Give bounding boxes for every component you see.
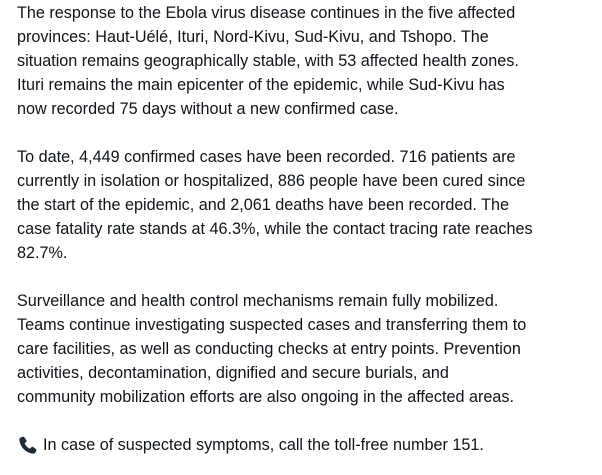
text-line: 82.7%.: [17, 244, 68, 262]
text-line: provinces: Haut-Uélé, Ituri, Nord-Kivu, Sud-Kivu, and Tshopo. The: [17, 28, 489, 46]
text-line: Teams continue investigating suspected cases and transferring them to: [17, 316, 527, 334]
text-line: activities, decontamination, dignified and secure burials, and: [17, 364, 449, 382]
text-line: currently in isolation or hospitalized, 886 people have been cured since: [17, 172, 526, 190]
text-line: The response to the Ebola virus disease continues in the five affected: [17, 4, 516, 22]
hotline-line: [17, 433, 602, 457]
hotline-text: In case of suspected symptoms, call the toll-free number 151.: [43, 436, 484, 454]
text-line: community mobilization efforts are also ongoing in the affected areas.: [17, 388, 514, 406]
paragraph-surveillance: [17, 289, 601, 409]
telephone-receiver-icon: [17, 435, 38, 456]
paragraph-statistics: [17, 145, 601, 265]
text-line: Ituri remains the main epicenter of the epidemic, while Sud-Kivu has: [17, 76, 505, 94]
text-line: care facilities, as well as conducting checks at entry points. Prevention: [17, 340, 521, 358]
text-line: now recorded 75 days without a new confirmed case.: [17, 100, 399, 118]
text-line: situation remains geographically stable, with 53 affected health zones.: [17, 52, 519, 70]
text-line: the start of the epidemic, and 2,061 deaths have been recorded. The: [17, 196, 509, 214]
text-line: To date, 4,449 confirmed cases have been recorded. 716 patients are: [17, 148, 516, 166]
text-line: Surveillance and health control mechanisms remain fully mobilized.: [17, 292, 499, 310]
paragraph-situation: [17, 1, 601, 121]
text-line: case fatality rate stands at 46.3%, while the contact tracing rate reaches: [17, 220, 533, 238]
